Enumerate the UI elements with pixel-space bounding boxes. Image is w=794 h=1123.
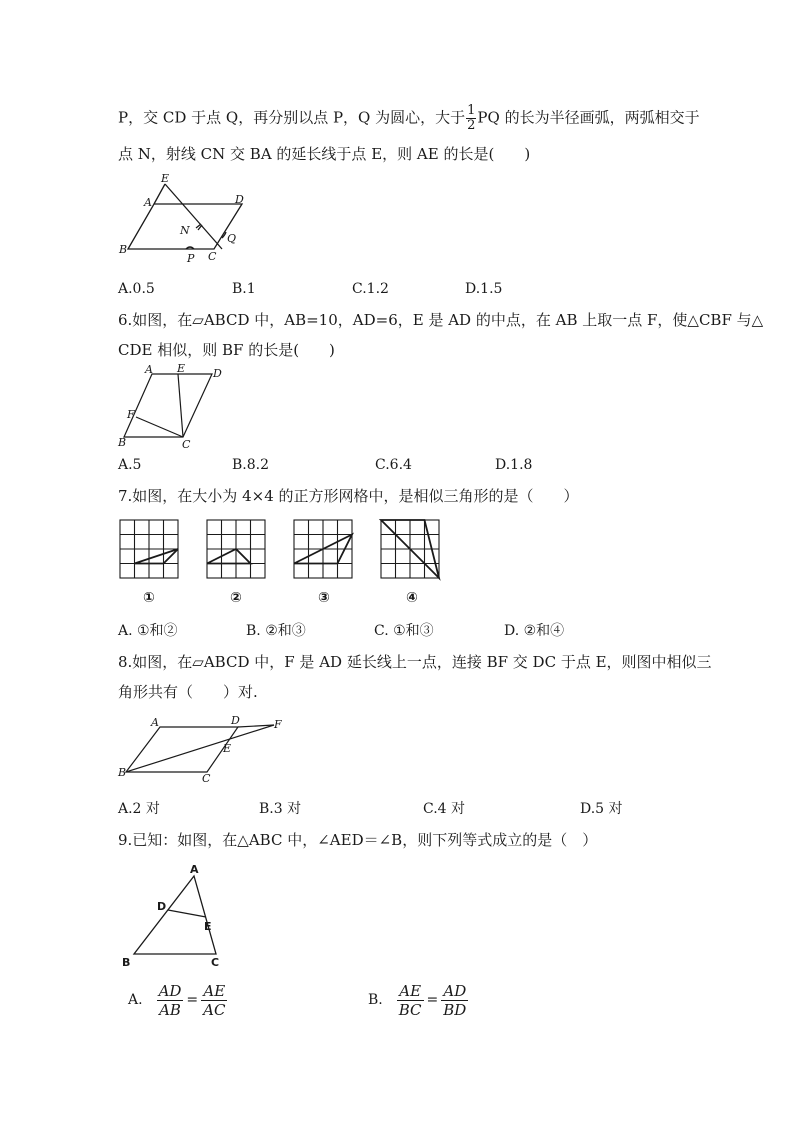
q5-option-d[interactable]: D.1.5 <box>465 281 503 297</box>
q8-parallelogram <box>126 727 238 772</box>
q7-grid-label-4: ④ <box>406 590 418 606</box>
q7-triangle-1 <box>135 549 179 564</box>
q5-label-c: C <box>208 250 217 263</box>
q6-text-line-1: 6.如图，在▱ABCD 中，AB=10，AD=6，E 是 AD 的中点，在 AB 上取一点 F，使△CBF 与△ <box>118 311 764 329</box>
q5-label-b: B <box>119 243 128 256</box>
q6-label-b: B <box>118 436 127 449</box>
q8-label-c: C <box>202 772 211 785</box>
q9-b-equals: = <box>426 992 439 1008</box>
q9-label-d: D <box>157 900 167 913</box>
q7-triangle-2 <box>207 549 251 564</box>
q5-ray-cn <box>165 184 222 249</box>
q6-label-d: D <box>213 367 222 380</box>
q9-b-num-1: AE <box>397 982 424 1001</box>
q5-option-b[interactable]: B.1 <box>232 281 256 297</box>
q8-label-e: E <box>223 742 232 755</box>
q5-text-part-b: PQ 的长为半径画弧，两弧相交于 <box>477 108 700 127</box>
q8-option-a[interactable]: A.2 对 <box>118 801 160 817</box>
q7-option-d[interactable]: D. ②和④ <box>504 623 565 639</box>
q6-label-e: E <box>177 362 186 375</box>
q5-label-n: N <box>180 224 190 237</box>
q8-segment-bf <box>126 725 274 772</box>
q7-grid-2 <box>207 520 267 580</box>
q5-fraction-half <box>466 104 476 133</box>
q9-label-e: E <box>204 920 212 933</box>
q9-a-num-1: AD <box>158 981 182 1000</box>
q9-b-num-2: AD <box>441 982 468 1001</box>
q9-option-b-frac-2 <box>441 982 468 1019</box>
q6-option-c[interactable]: C.6.4 <box>375 457 412 473</box>
q9-option-a-frac-1 <box>157 982 184 1019</box>
q6-option-d[interactable]: D.1.8 <box>495 457 533 473</box>
q9-a-equals: = <box>186 992 199 1008</box>
q5-figure <box>118 172 378 267</box>
q9-figure <box>118 862 238 972</box>
q6-parallelogram <box>124 374 212 437</box>
q5-text-part-a: P，交 CD 于点 Q，再分别以点 P，Q 为圆心，大于 <box>118 108 466 127</box>
q9-label-b: B <box>122 956 131 969</box>
q9-option-b-frac-1 <box>397 982 424 1019</box>
q5-text-line-2: 点 N，射线 CN 交 BA 的延长线于点 E，则 AE 的长是( ) <box>118 145 531 163</box>
q7-text-line-1: 7.如图，在大小为 4×4 的正方形网格中，是相似三角形的是（ ） <box>118 487 579 505</box>
q5-label-a: A <box>144 196 152 209</box>
q8-label-a: A <box>151 716 159 729</box>
q7-grid-label-2: ② <box>230 590 242 606</box>
q9-option-a-frac-2 <box>201 982 227 1019</box>
q9-a-den-1: AB <box>159 1000 181 1019</box>
q7-grid-4 <box>381 520 441 580</box>
q5-label-p: P <box>187 252 195 265</box>
q8-label-b: B <box>118 766 127 779</box>
q6-label-a: A <box>145 363 153 376</box>
q9-segment-de <box>168 910 206 917</box>
q5-frac-num: 1 <box>467 103 476 118</box>
q5-label-e: E <box>161 172 170 185</box>
q6-segment-ce <box>178 374 183 437</box>
q5-option-c[interactable]: C.1.2 <box>352 281 389 297</box>
q5-label-d: D <box>235 193 244 206</box>
q8-text-line-1: 8.如图，在▱ABCD 中，F 是 AD 延长线上一点，连接 BF 交 DC 于点 E，则图中相似三 <box>118 653 712 671</box>
q9-option-a-label: A. <box>128 992 143 1008</box>
q9-a-den-2: AC <box>203 1000 226 1019</box>
q9-text-line-1: 9.已知：如图，在△ABC 中，∠AED＝∠B，则下列等式成立的是（ ） <box>118 831 598 849</box>
q7-grid-label-1: ① <box>143 590 155 606</box>
q7-option-c[interactable]: C. ①和③ <box>374 623 434 639</box>
q9-b-den-2: BD <box>443 1000 467 1019</box>
q8-option-d[interactable]: D.5 对 <box>580 801 623 817</box>
q9-triangle-abc <box>134 876 216 954</box>
q6-option-b[interactable]: B.8.2 <box>232 457 270 473</box>
q6-segment-cf <box>136 417 183 437</box>
q9-label-c: C <box>211 956 220 969</box>
q6-option-a[interactable]: A.5 <box>118 457 142 473</box>
q7-grid-1 <box>120 520 180 580</box>
q9-b-den-1: BC <box>398 1000 422 1019</box>
q5-frac-den: 2 <box>467 118 476 133</box>
q6-text-line-2: CDE 相似，则 BF 的长是( ) <box>118 341 335 359</box>
q8-option-b[interactable]: B.3 对 <box>259 801 302 817</box>
q9-a-num-2: AE <box>201 982 227 1001</box>
q9-option-a[interactable] <box>128 980 227 1020</box>
q8-figure <box>118 712 298 785</box>
q7-grid-3 <box>294 520 354 580</box>
q8-text-line-2: 角形共有（ ）对. <box>118 683 258 701</box>
q8-label-d: D <box>231 714 240 727</box>
q6-figure <box>118 364 238 454</box>
q7-option-b[interactable]: B. ②和③ <box>246 623 306 639</box>
q5-label-q: Q <box>227 232 237 245</box>
q7-grid-label-3: ③ <box>318 590 330 606</box>
q8-label-f: F <box>274 718 282 731</box>
q9-label-a: A <box>190 863 199 876</box>
q5-text-line-1 <box>118 104 700 133</box>
q5-option-a[interactable]: A.0.5 <box>118 281 155 297</box>
q6-label-f: F <box>127 408 135 421</box>
q7-option-a[interactable]: A. ①和② <box>118 623 178 639</box>
q6-label-c: C <box>182 438 191 451</box>
q8-option-c[interactable]: C.4 对 <box>423 801 466 817</box>
q9-option-b[interactable] <box>368 980 468 1020</box>
q5-extension-ae <box>154 184 165 204</box>
q9-option-b-label: B. <box>368 992 383 1008</box>
